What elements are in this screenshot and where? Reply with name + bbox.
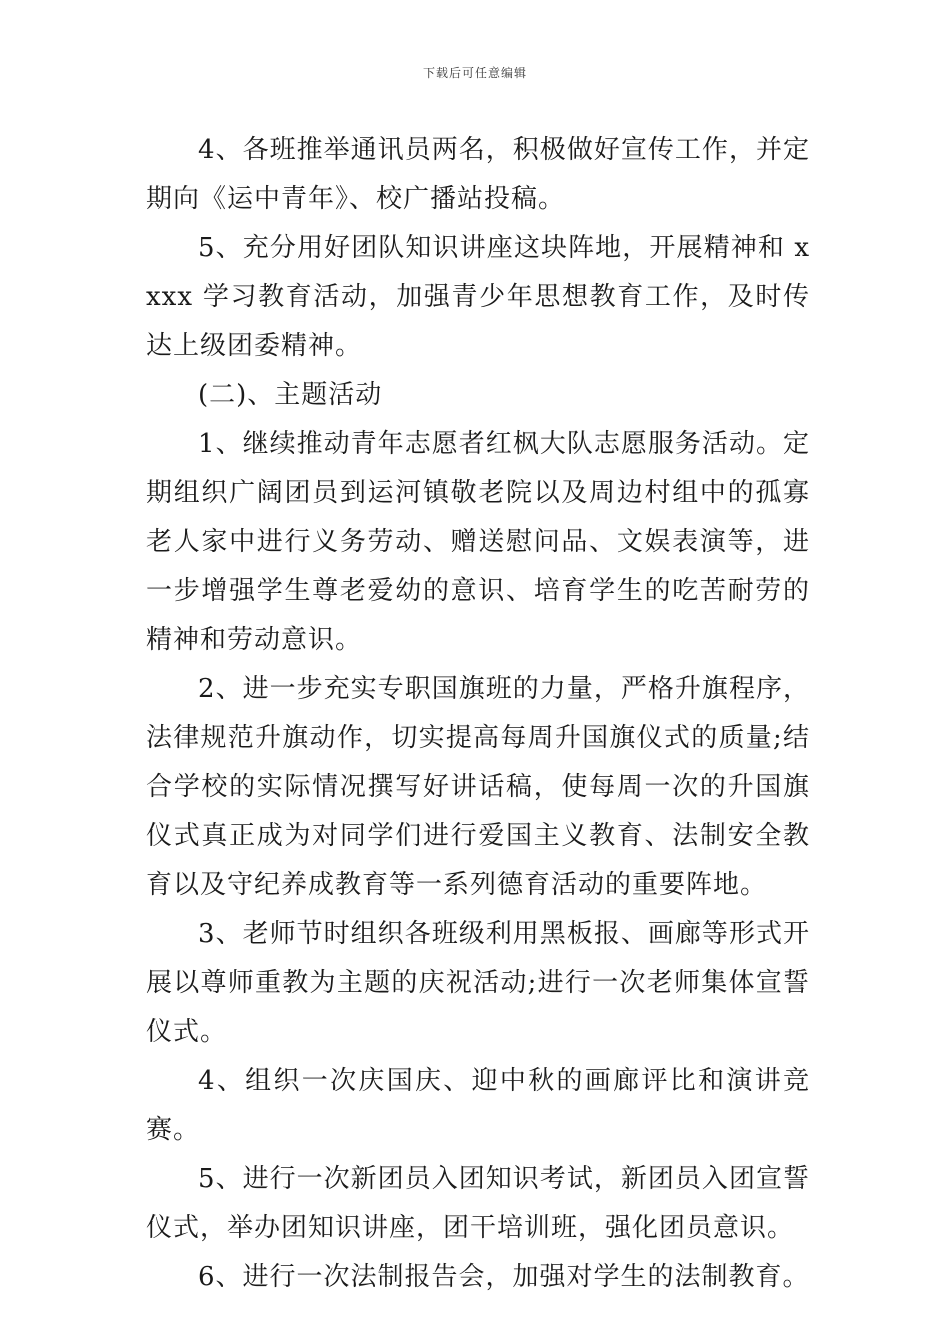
page-header: 下载后可任意编辑 [422,66,527,80]
paragraph-teachers-day: 3、老师节时组织各班级利用黑板报、画廊等形式开展以尊师重教为主题的庆祝活动;进行一次老师集体宣誓仪式。 [146,919,810,1047]
paragraph-new-members: 5、进行一次新团员入团知识考试，新团员入团宣誓仪式，举办团知识讲座，团干培训班，强化团员意识。 [146,1164,810,1243]
paragraph-flag-raising: 2、进一步充实专职国旗班的力量，严格升旗程序，法律规范升旗动作，切实提高每周升国旗仪式的质量;结合学校的实际情况撰写好讲话稿，使每周一次的升国旗仪式真正成为对同学们进行爱国主义教育、法制安全教育以及守纪养成教育等一系列德育活动的重要阵地。 [146,674,810,900]
paragraph-legal-report: 6、进行一次法制报告会，加强对学生的法制教育。 [198,1262,810,1292]
paragraph-volunteer: 1、继续推动青年志愿者红枫大队志愿服务活动。定期组织广阔团员到运河镇敬老院以及周边村组中的孤寡老人家中进行义务劳动、赠送慰问品、文娱表演等，进一步增强学生尊老爱幼的意识、培育学生的吃苦耐劳的精神和劳动意识。 [146,429,810,655]
document-body [146,126,810,1302]
paragraph-lecture: 5、充分用好团队知识讲座这块阵地，开展精神和 xxxx 学习教育活动，加强青少年思想教育工作，及时传达上级团委精神。 [146,233,810,361]
paragraph-national-day: 4、组织一次庆国庆、迎中秋的画廊评比和演讲竞赛。 [146,1066,810,1145]
paragraph-publicity: 4、各班推举通讯员两名，积极做好宣传工作，并定期向《运中青年》、校广播站投稿。 [146,135,810,214]
section-heading-theme-activities: (二)、主题活动 [198,380,383,410]
